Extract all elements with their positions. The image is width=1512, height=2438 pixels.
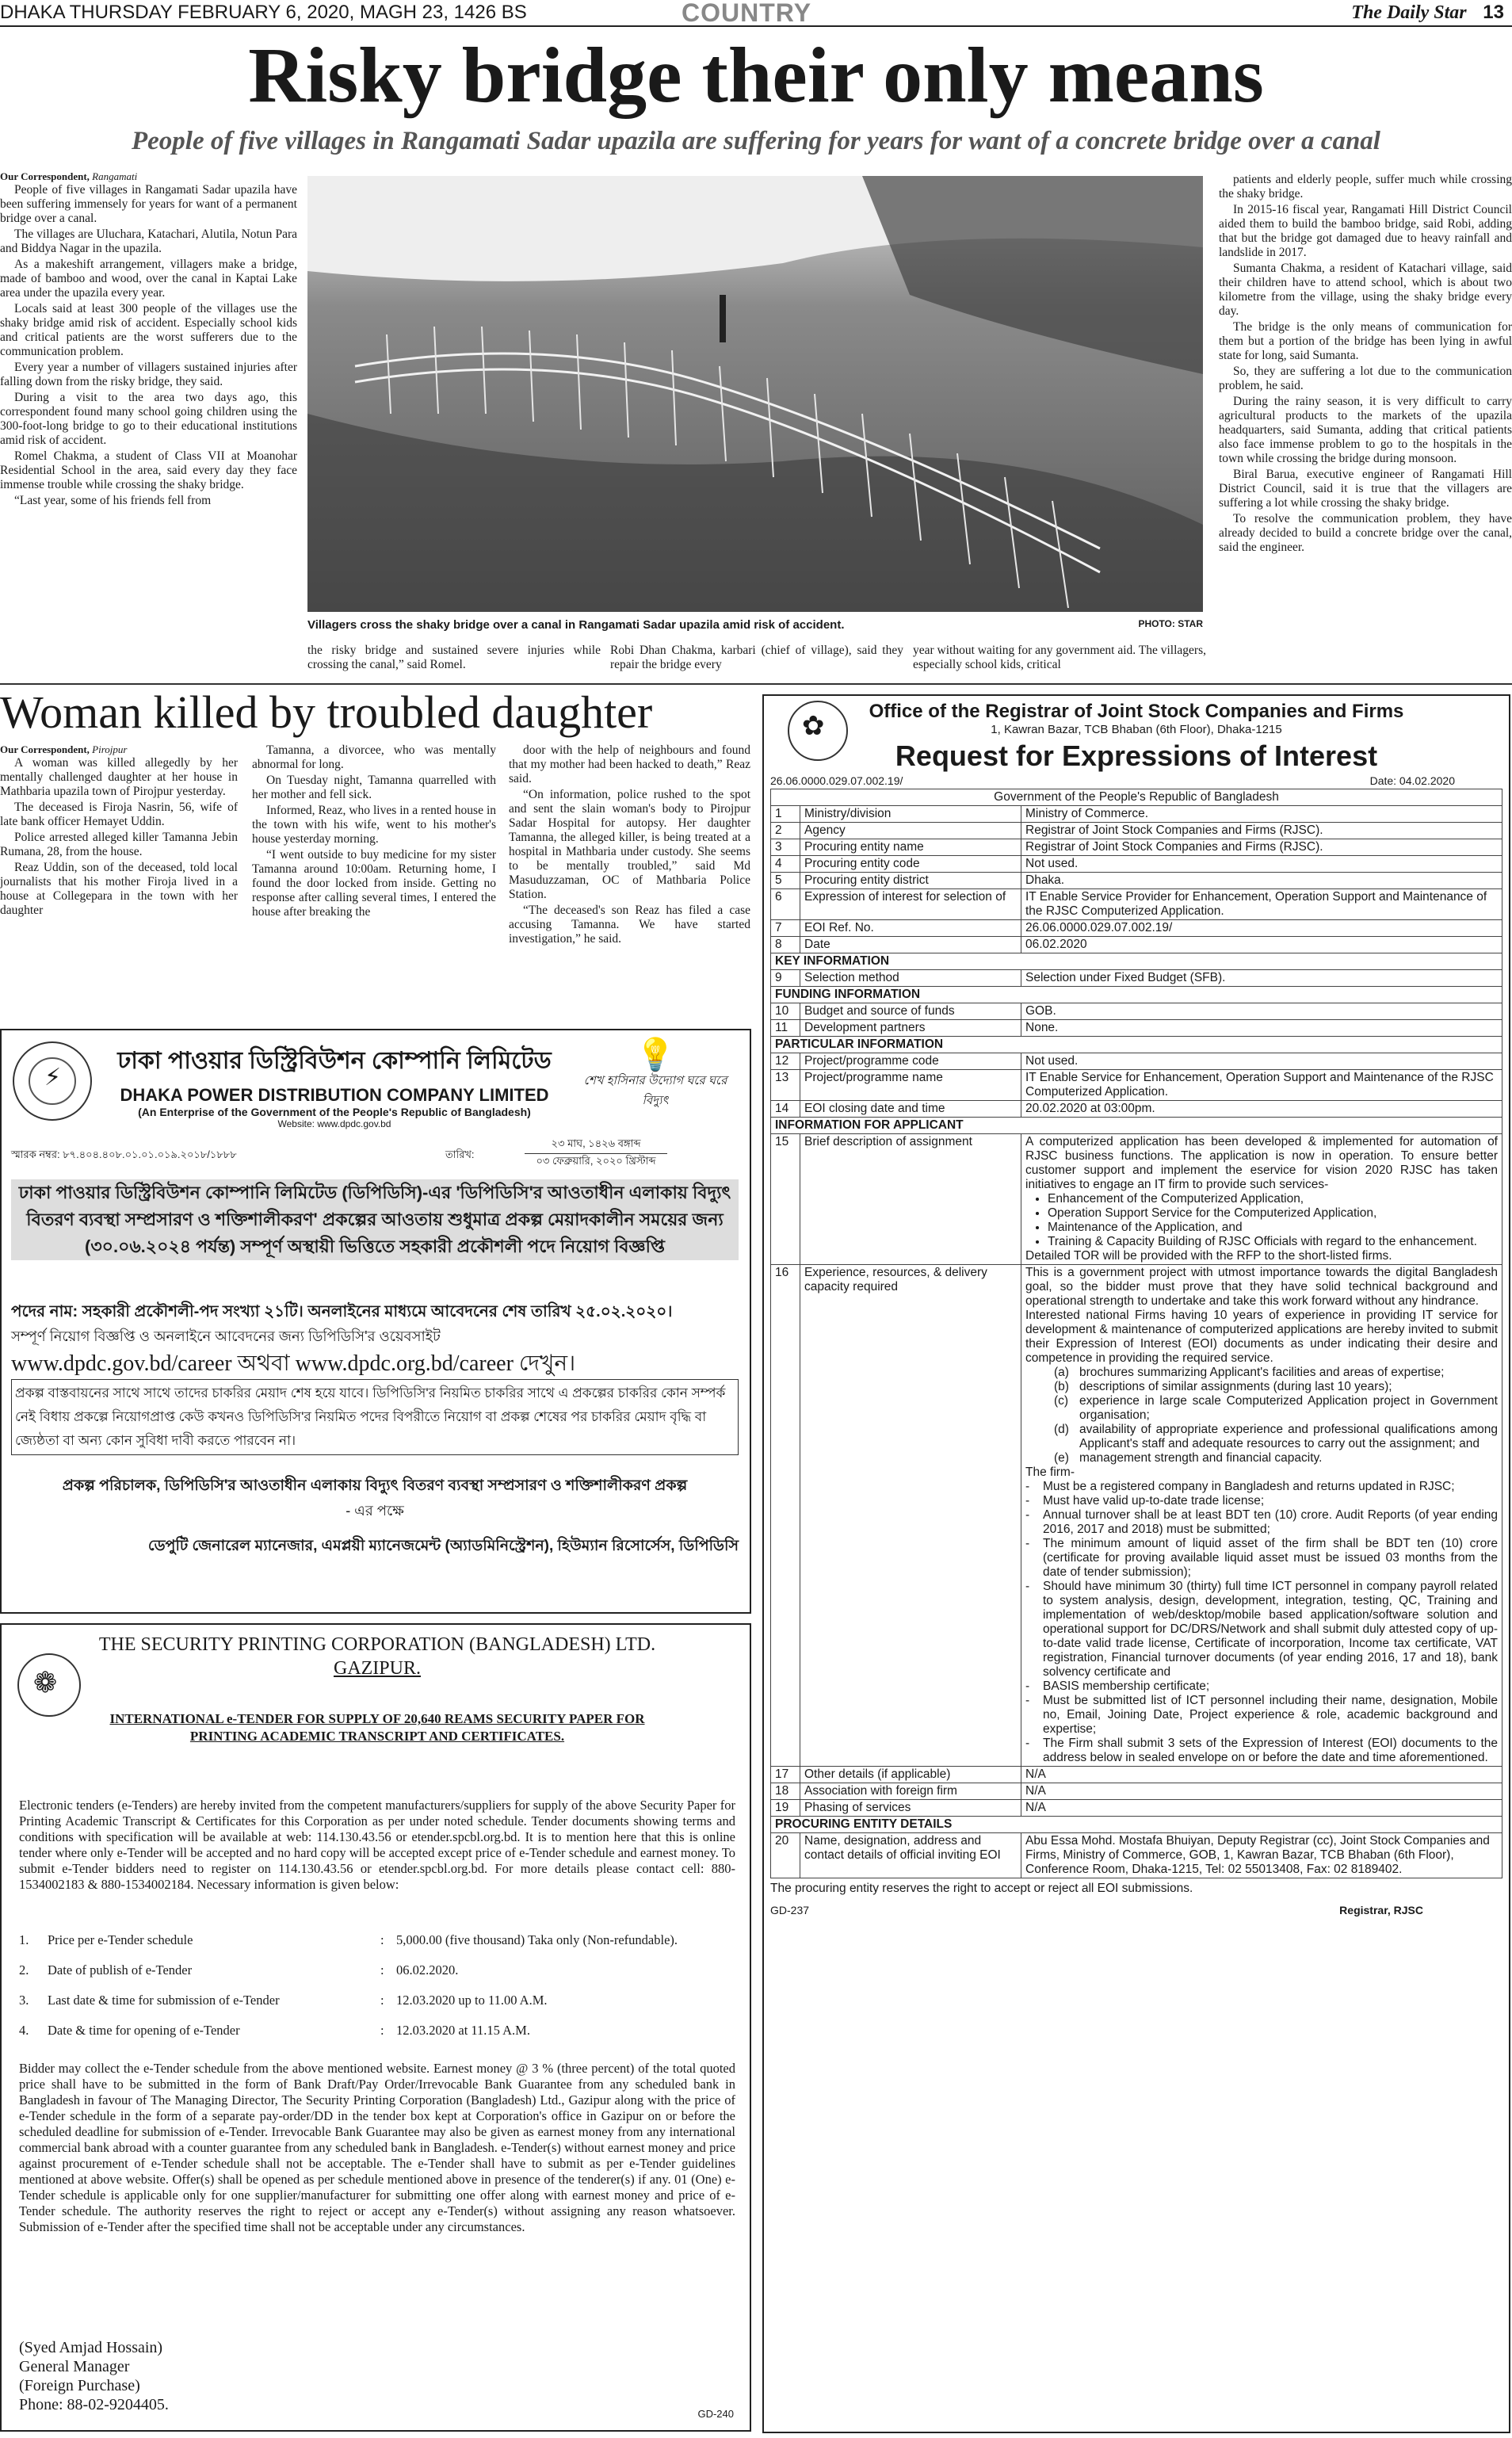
eoi-office: Office of the Registrar of Joint Stock Companies and Firms — [869, 701, 1404, 722]
paragraph: Reaz Uddin, son of the deceased, told local journalists that his mother Firoja lived in a house at Collegepara in the town with her daughter — [0, 861, 238, 917]
list-marker: (a) — [1054, 1366, 1069, 1379]
item-num: 2. — [19, 1962, 29, 1978]
dpdc-note: প্রকল্প বাস্তবায়নের সাথে সাথে তাদের চাকরির মেয়াদ শেষ হয়ে যাবে। ডিপিডিসি'র নিয়মিত চাকরির সাথে এ প্রকল্পের চাকরির কোন সম্পর্ক নেই বিধায় প্রকল্পে নিয়োগপ্রাপ্ত কেউ কখনও ডিপিডিসি'র নিয়মিত পদের বিপরীতে নিয়োগ বা প্রকল্প শেষের পর চাকরির মেয়াদ বৃদ্ধি বা জ্যেষ্ঠতা বা অন্য কোন সুবিধা দাবী করতে পারবেন না। — [11, 1379, 739, 1455]
eoi-table — [770, 789, 1502, 1878]
row-value: N/A — [1021, 1800, 1502, 1817]
row-number: 6 — [771, 889, 800, 920]
photo-caption: Villagers cross the shaky bridge over a canal in Rangamati Sadar upazila amid risk of accident. — [307, 618, 845, 632]
row-key: Ministry/division — [800, 806, 1021, 823]
spcb-item: 4. Date & time for opening of e-Tender : 12.03.2020 at 11.15 A.M. — [19, 2023, 530, 2038]
eoi-gov: Government of the People's Republic of Bangladesh — [771, 789, 1502, 806]
paragraph: door with the help of neighbours and found that my mother had been hacked to death,” Reaz said. — [509, 743, 750, 785]
paragraph: Police arrested alleged killer Tamanna Jebin Rumana, 28, from the house. — [0, 831, 238, 858]
item-value: 12.03.2020 up to 11.00 A.M. — [396, 1993, 548, 2008]
spcb-sig-dept: (Foreign Purchase) — [19, 2377, 140, 2394]
section-title: PROCURING ENTITY DETAILS — [771, 1817, 1502, 1833]
paragraph: patients and elderly people, suffer much while crossing the shaky bridge. — [1219, 173, 1512, 201]
list-item — [1025, 1423, 1498, 1451]
row-key: Budget and source of funds — [800, 1003, 1021, 1020]
dash-item: - The minimum amount of liquid asset of the firm shall be BDT ten (10) crore (certificate for proving available liquid asset must be issued 03 months from the date of tender submission); — [1025, 1537, 1498, 1579]
dash-item: - BASIS membership certificate; — [1025, 1679, 1210, 1693]
campaign-logo-text: শেখ হাসিনার উদ্যোগ ঘরে ঘরে বিদ্যুৎ — [583, 1074, 727, 1107]
story2-col1-text — [0, 756, 238, 918]
story2-col3-text — [509, 743, 750, 946]
row-number: 9 — [771, 970, 800, 987]
row-value: None. — [1021, 1020, 1502, 1037]
row-number: 1 — [771, 806, 800, 823]
row-number: 10 — [771, 1003, 800, 1020]
dash-item: - Must be submitted list of ICT personnel including their name, designation, Mobile no, Email, Joining Date, Project experience & role, academic background and expertise; — [1025, 1694, 1498, 1736]
bullet-item: • Maintenance of the Application, and — [1048, 1221, 1498, 1235]
spcb-sig-name: (Syed Amjad Hossain) — [19, 2339, 163, 2356]
emblem-icon: ✿ — [802, 711, 825, 741]
row-key: Other details (if applicable) — [800, 1767, 1021, 1783]
row15-intro: A computerized application has been developed & implemented for automation of RJSC business functions. The application is now in operation. To ensure better customer support and implement the eservice for vision 2020 RJSC has taken initiatives to engage an IT firm to provide such services- — [1025, 1135, 1498, 1191]
row15-bullets — [1025, 1192, 1498, 1249]
paper-name: The Daily Star — [1351, 2, 1467, 23]
paragraph: The bridge is the only means of communication for them but a portion of the bridge has been lying in awful state for long, said Sumanta. — [1219, 320, 1512, 362]
eoi-section-header — [771, 987, 1502, 1003]
row-key: Name, designation, address and contact details of official inviting EOI — [800, 1833, 1021, 1878]
spcb-item: 3. Last date & time for submission of e-Tender : 12.03.2020 up to 11.00 A.M. — [19, 1993, 548, 2008]
byline-role: Our Correspondent — [0, 170, 87, 182]
spcb-signature — [19, 2338, 336, 2414]
eoi-row — [771, 1783, 1502, 1800]
paragraph: To resolve the communication problem, they have already decided to build a concrete bridge over the canal, said the engineer. — [1219, 512, 1512, 554]
paragraph: “I went outside to buy medicine for my sister Tamanna around 10:00am. Returning home, I found the door locked from inside. Getting no response after calling several times, I entered the house after breaking the — [252, 848, 496, 919]
dash-item: - Should have minimum 30 (thirty) full time ICT personnel in company payroll related to system analysis, design, development, integration, testing, QC, Training and implementation of web/desktop/mobile based application/software solution and operational support for DC/DRS/Network and shall submit duly attested copy of up-to-date valid trade license, Certificate of incorporation, Income tax certificate, VAT registration, Financial turnover documents (of year ending 2016, 17 and 18), bank solvency certificate and — [1025, 1580, 1498, 1679]
eoi-row — [771, 920, 1502, 937]
story2-byline: Our Correspondent, Pirojpur — [0, 743, 128, 755]
paragraph: Sumanta Chakma, a resident of Katachari village, said their children have to attend school, which is about two kilometre from the village, using the shaky bridge every day. — [1219, 262, 1512, 318]
row-number: 5 — [771, 873, 800, 889]
eoi-address: 1, Kawran Bazar, TCB Bhaban (6th Floor), Dhaka-1215 — [991, 723, 1282, 736]
spcb-intro: Electronic tenders (e-Tenders) are hereby invited from the competent manufacturers/suppliers for supply of the above Security Paper for Printing Academic Transcript & Certificates for this Corporation as per under noted schedule. Tender documents showing terms and conditions with specification will be available at web: 114.130.43.56 or etender.spcbl.org.bd. It is to mention here that this is online tender where only e-Tender will be accepted and no hard copy will be accepted except price of e-Tender schedule and earnest money. To submit e-Tender bidders need to register on 114.130.43.56 or etender.spcbl.org.bd. For more details please contact cell: 880- 1534002183 & 880-1534002184. Necessary information is given below: — [19, 1798, 735, 1892]
row-number: 18 — [771, 1783, 800, 1800]
list-item — [1025, 1366, 1498, 1380]
eoi-row — [771, 1003, 1502, 1020]
row-value: GOB. — [1021, 1003, 1502, 1020]
row-value: 26.06.0000.029.07.002.19/ — [1021, 920, 1502, 937]
dpdc-date-bn2: ০৩ ফেব্রুয়ারি, ২০২০ খ্রিস্টাব্দ — [536, 1155, 656, 1167]
eoi-section-header — [771, 1037, 1502, 1053]
row-number: 19 — [771, 1800, 800, 1817]
dash-text: Must be a registered company in Bangladesh and returns updated in RJSC; — [1043, 1480, 1455, 1493]
eoi-section-header — [771, 1118, 1502, 1134]
spcb-sig-phone: Phone: 88-02-9204405. — [19, 2396, 169, 2413]
spcb-title: THE SECURITY PRINTING CORPORATION (BANGLADESH) LTD. — [98, 1634, 656, 1655]
item-value: 12.03.2020 at 11.15 A.M. — [396, 2023, 530, 2038]
eoi-row — [771, 1134, 1502, 1265]
eoi-date: Date: 04.02.2020 — [1369, 774, 1455, 787]
dpdc-for: - এর পক্ষে — [346, 1503, 404, 1519]
row-key: Brief description of assignment — [800, 1134, 1021, 1265]
item-num: 1. — [19, 1932, 29, 1947]
dpdc-signer: প্রকল্প পরিচালক, ডিপিডিসি'র আওতাধীন এলাকায় বিদ্যুৎ বিতরণ ব্যবস্থা সম্প্রসারণ ও শক্তিশালীকরণ প্রকল্প — [62, 1477, 688, 1494]
row-value: Abu Essa Mohd. Mostafa Bhuiyan, Deputy Registrar (cc), Joint Stock Companies and Firms, Ministry of Commerce, GOB, 1, Kawran Bazar, TCB Bhaban (6th Floor), Conference Room, Dhaka-1215, Tel: 02 55013408, Fax: 02 8189402. — [1021, 1833, 1502, 1878]
list-item — [1025, 1394, 1498, 1423]
row-key: Project/programme name — [800, 1070, 1021, 1101]
row-key: Date — [800, 937, 1021, 953]
row-value: 20.02.2020 at 03:00pm. — [1021, 1101, 1502, 1118]
paragraph: As a makeshift arrangement, villagers make a bridge, made of bamboo and wood, over the canal in Kaptai Lake area under the upazila every year. — [0, 258, 297, 300]
paragraph: “On information, police rushed to the spot and sent the slain woman's body to Pirojpur Sadar Hospital for autopsy. Her daughter Tamanna, the alleged killer, is being treated at a hospital in Mathbaria under custody. She seems to be mentally troubled,” said Md Masuduzzaman, OC of Mathbaria Police Station. — [509, 788, 750, 901]
section-title: PARTICULAR INFORMATION — [771, 1037, 1502, 1053]
row-number: 2 — [771, 823, 800, 839]
row-key: Experience, resources, & delivery capacity required — [800, 1265, 1021, 1767]
eoi-row — [771, 873, 1502, 889]
story1-byline: Our Correspondent, Rangamati — [0, 170, 138, 182]
section-name: COUNTRY — [682, 0, 812, 27]
row16-firm: The firm- — [1025, 1465, 1075, 1479]
dpdc-footer: ডেপুটি জেনারেল ম্যানেজার, এমপ্লয়ী ম্যানেজমেন্ট (অ্যাডমিনিস্ট্রেশন), হিউম্যান রিসোর্সেস, ডিপিডিসি — [147, 1538, 739, 1554]
list-item — [1025, 1380, 1498, 1394]
story2-col2-text — [252, 743, 496, 919]
story2-col3 — [509, 743, 750, 948]
spcb-tender-title: INTERNATIONAL e-TENDER FOR SUPPLY OF 20,640 REAMS SECURITY PAPER FOR PRINTING ACADEMIC TRANSCRIPT AND CERTIFICATES. — [109, 1711, 645, 1744]
dash-text: The Firm shall submit 3 sets of the Expression of Interest (EOI) documents to the address below in sealed envelope on or before the date and time aforementioned. — [1043, 1737, 1498, 1764]
row-key: Development partners — [800, 1020, 1021, 1037]
bullet-item: • Enhancement of the Computerized Application, — [1048, 1192, 1498, 1206]
row-number: 17 — [771, 1767, 800, 1783]
eoi-section-header — [771, 1817, 1502, 1833]
story1-under-a: the risky bridge and sustained severe injuries while crossing the canal,” said Romel. — [307, 644, 601, 671]
row-key: Phasing of services — [800, 1800, 1021, 1817]
section-title: INFORMATION FOR APPLICANT — [771, 1118, 1502, 1134]
row16-p2: Interested national Firms having 10 years of experience in providing IT service for development & maintenance of computerized applications are hereby invited to submit their Expression of Interest (EOI) documents as under indicating their desire and competence in providing the required service. — [1025, 1309, 1498, 1365]
story1-col1 — [0, 170, 297, 510]
row-number: 13 — [771, 1070, 800, 1101]
paragraph: Tamanna, a divorcee, who was mentally abnormal for long. — [252, 743, 496, 771]
spcb-body: Bidder may collect the e-Tender schedule from the above mentioned website. Earnest money @ 3 % (three percent) of the total quoted price shall have to be submitted in the form of Bank Draft/Pay Order/Irrevocable Bank Guarantee from any scheduled bank in Bangladesh in favour of The Managing Director, The Security Printing Corporation (Bangladesh) Ltd., Gazipur along with the price of e-Tender schedule in the form of a separate pay-order/DD in the tender box kept at Corporation's office in Gazipur on or before the scheduled deadline for submission of e-Tender. Irrevocable Bank Guarantee may also be given as earnest money from any international commercial bank abroad with a counter guarantee from any scheduled bank in Bangladesh. e-Tender(s) without earnest money and price against procurement of e-Tender schedule shall not be acceptable. The e-Tender shall have to submit as per e-Tender guidelines mentioned at above website. Offer(s) shall be opened as per schedule mentioned above in presence of the tenderer(s) if any. 01 (One) e-Tender schedule is applicable only for one supplier/manufacturer for submitting one offer along with earnest money and price of e-Tender schedule. The authority reserves the right to reject or accept any e-Tender(s) without assigning any reason whatsoever. Submission of e-Tender after the specified time shall not be acceptable under any circumstances. — [19, 2061, 735, 2234]
eoi-row — [771, 1070, 1502, 1101]
row-key: Agency — [800, 823, 1021, 839]
row-key: Procuring entity name — [800, 839, 1021, 856]
list-text: experience in large scale Computerized Application project in Government organisation; — [1079, 1394, 1498, 1422]
page-number: 13 — [1483, 2, 1504, 23]
row-value: Dhaka. — [1021, 873, 1502, 889]
dpdc-name-en: DHAKA POWER DISTRIBUTION COMPANY LIMITED — [120, 1085, 549, 1105]
paragraph: Romel Chakma, a student of Class VII at Moanohar Residential School in the area, said every day they face immense trouble while crossing the shaky bridge. — [0, 449, 297, 491]
byline-role: Our Correspondent — [0, 743, 87, 755]
story1-col1-text — [0, 183, 297, 508]
item-value: 06.02.2020. — [396, 1962, 459, 1978]
eoi-row — [771, 937, 1502, 953]
row-value: N/A — [1021, 1767, 1502, 1783]
row-key: EOI closing date and time — [800, 1101, 1021, 1118]
item-label: Date & time for opening of e-Tender — [48, 2023, 240, 2038]
row-value: Registrar of Joint Stock Companies and Firms (RJSC). — [1021, 823, 1502, 839]
dash-text: Must have valid up-to-date trade license; — [1043, 1494, 1265, 1508]
paragraph: “Last year, some of his friends fell from — [14, 494, 212, 507]
eoi-row — [771, 970, 1502, 987]
row-value: Not used. — [1021, 1053, 1502, 1070]
dash-item: - Annual turnover shall be at least BDT ten (10) crore. Audit Reports (of year ending 2016, 2017 and 2018) must be submitted; — [1025, 1508, 1498, 1536]
paragraph: Informed, Reaz, who lives in a rented house in the town with his wife, went to his mother's house yesterday morning. — [252, 804, 496, 846]
dpdc-title: ঢাকা পাওয়ার ডিস্ট্রিবিউশন কোম্পানি লিমিটেড (ডিপিডিসি)-এর 'ডিপিডিসি'র আওতাধীন এলাকায় বিদ্যুৎ বিতরণ ব্যবস্থা সম্প্রসারণ ও শক্তিশালীকরণ' প্রকল্পের আওতায় শুধুমাত্র প্রকল্প মেয়াদকালীন সময়ের জন্য (৩০.০৬.২০২৪ পর্যন্ত) সম্পূর্ণ অস্থায়ী ভিত্তিতে সহকারী প্রকৌশলী পদে নিয়োগ বিজ্ঞপ্তি — [11, 1179, 739, 1260]
govt-emblem — [788, 701, 848, 761]
dash-item: - Must be a registered company in Bangladesh and returns updated in RJSC; — [1025, 1480, 1455, 1493]
list-text: availability of appropriate experience and professional qualifications among Applicant's staff and adequate resources to carry out the assignment; and — [1079, 1423, 1498, 1450]
dpdc-date-bn1: ২৩ মাঘ, ১৪২৬ বঙ্গাব্দ — [525, 1137, 667, 1154]
row-key: Selection method — [800, 970, 1021, 987]
dash-item: - The Firm shall submit 3 sets of the Expression of Interest (EOI) documents to the address below in sealed envelope on or before the date and time aforementioned. — [1025, 1737, 1498, 1764]
row-value: 06.02.2020 — [1021, 937, 1502, 953]
eoi-row — [771, 1020, 1502, 1037]
paragraph: In 2015-16 fiscal year, Rangamati Hill District Council aided them to build the bamboo bridge, said Robi, adding that but the bridge got damaged due to heavy rainfall and landslide in 2017. — [1219, 203, 1512, 259]
eoi-row — [771, 889, 1502, 920]
eoi-title: Request for Expressions of Interest — [895, 739, 1378, 772]
row-value: IT Enable Service Provider for Enhancement, Operation Support and Maintenance of the RJSC Computerized Application. — [1021, 889, 1502, 920]
item-value: 5,000.00 (five thousand) Taka only (Non-refundable). — [396, 1932, 678, 1947]
row-value: Not used. — [1021, 856, 1502, 873]
photo-caption-row — [307, 618, 1203, 632]
dpdc-date-label: তারিখ: — [445, 1148, 475, 1160]
masthead — [0, 0, 1512, 27]
list-marker: (d) — [1054, 1423, 1069, 1436]
bullet-item: • Operation Support Service for the Computerized Application, — [1048, 1206, 1498, 1221]
row-key: Procuring entity district — [800, 873, 1021, 889]
dash-text: The minimum amount of liquid asset of the firm shall be BDT ten (10) crore (certificate for proving available liquid asset must be issued 03 months from the date of tender submission); — [1043, 1537, 1498, 1579]
row-value: Selection under Fixed Budget (SFB). — [1021, 970, 1502, 987]
row-value: IT Enable Service for Enhancement, Operation Support and Maintenance of the RJSC Computerized Application. — [1021, 1070, 1502, 1101]
eoi-row — [771, 1800, 1502, 1817]
item-label: Last date & time for submission of e-Tender — [48, 1993, 280, 2008]
eoi-ad — [762, 694, 1510, 2433]
dash-text: BASIS membership certificate; — [1043, 1679, 1210, 1693]
paragraph: The villages are Uluchara, Katachari, Alutila, Notun Para and Biddya Nagar in the upazila. — [0, 227, 297, 255]
crest-icon: ❁ — [33, 1667, 58, 1699]
paragraph: People of five villages in Rangamati Sadar upazila have been suffering immensely for years for want of a permanent bridge over a canal. — [0, 183, 297, 225]
row-key: EOI Ref. No. — [800, 920, 1021, 937]
eoi-ref: 26.06.0000.029.07.002.19/ — [770, 774, 903, 787]
dpdc-website: Website: www.dpdc.gov.bd — [277, 1118, 391, 1129]
row-number: 4 — [771, 856, 800, 873]
row-number: 16 — [771, 1265, 800, 1767]
dpdc-header — [97, 1041, 572, 1129]
spcb-item: 2. Date of publish of e-Tender : 06.02.2020. — [19, 1962, 459, 1978]
eoi-sign-row — [770, 1904, 1502, 1920]
row-value: Ministry of Commerce. — [1021, 806, 1502, 823]
story2-headline: Woman killed by troubled daughter — [0, 686, 653, 738]
row-key: Association with foreign firm — [800, 1783, 1021, 1800]
row-number: 7 — [771, 920, 800, 937]
row-number: 14 — [771, 1101, 800, 1118]
byline-place: Pirojpur — [92, 743, 128, 755]
dpdc-details: সম্পূর্ণ নিয়োগ বিজ্ঞপ্তি ও অনলাইনে আবেদনের জন্য ডিপিডিসি'র ওয়েবসাইট — [11, 1328, 441, 1344]
eoi-sign: Registrar, RJSC — [1339, 1904, 1423, 1916]
eoi-row — [771, 806, 1502, 823]
story1-under-c: year without waiting for any government aid. The villagers, especially school kids, critical — [913, 644, 1206, 671]
campaign-logo — [580, 1038, 731, 1114]
dash-item: - Must have valid up-to-date trade license; — [1025, 1494, 1265, 1508]
section-title: FUNDING INFORMATION — [771, 987, 1502, 1003]
bridge-photo — [307, 176, 1203, 612]
row-key: Procuring entity code — [800, 856, 1021, 873]
eoi-row — [771, 823, 1502, 839]
item-label: Date of publish of e-Tender — [48, 1962, 193, 1978]
spcb-item: 1. Price per e-Tender schedule : 5,000.00 (five thousand) Taka only (Non-refundable). — [19, 1932, 678, 1947]
bulb-icon: 💡 — [636, 1037, 675, 1072]
list-text: descriptions of similar assignments (during last 10 years); — [1079, 1380, 1392, 1393]
list-marker: (c) — [1054, 1394, 1069, 1408]
list-marker: (e) — [1054, 1451, 1069, 1465]
eoi-ref-row — [770, 774, 1502, 789]
row-number: 8 — [771, 937, 800, 953]
paragraph: The deceased is Firoja Nasrin, 56, wife of late bank officer Hemayet Uddin. — [0, 801, 238, 828]
section-title: KEY INFORMATION — [771, 953, 1502, 970]
dpdc-logo — [13, 1041, 92, 1121]
row16-p1: This is a government project with utmost importance towards the digital Bangladesh goal, so the bidder must prove that they have solid technical background and operational strength to undertake and take this work forward without any hindrance. — [1025, 1266, 1498, 1308]
eoi-row — [771, 1101, 1502, 1118]
bolt-icon: ⚡ — [44, 1064, 62, 1091]
list-marker: (b) — [1054, 1380, 1069, 1393]
paragraph: Locals said at least 300 people of the villages use the shaky bridge amid risk of accident. Especially school kids and critical patients are the worst sufferers due to the communication problem. — [0, 302, 297, 358]
item-num: 3. — [19, 1993, 29, 2008]
row-key: Project/programme code — [800, 1053, 1021, 1070]
byline-place: Rangamati — [92, 170, 138, 182]
paragraph: During a visit to the area two days ago, this correspondent found many school going children using the 300-foot-long bridge to go to their educational institutions amid risk of accident. — [0, 391, 297, 447]
row-number: 11 — [771, 1020, 800, 1037]
eoi-row — [771, 1767, 1502, 1783]
story2-col1 — [0, 743, 238, 919]
story1-subhead: People of five villages in Rangamati Sadar upazila are suffering for years for want of a concrete bridge over a canal — [132, 127, 1380, 155]
spcb-location: GAZIPUR. — [333, 1658, 421, 1679]
story2-col2 — [252, 743, 496, 921]
paragraph: So, they are suffering a lot due to the communication problem, he said. — [1219, 365, 1512, 392]
row-number: 12 — [771, 1053, 800, 1070]
paragraph: On Tuesday night, Tamanna quarrelled with her mother and fell sick. — [252, 774, 496, 801]
eoi-row — [771, 856, 1502, 873]
story1-headline: Risky bridge their only means — [248, 31, 1264, 119]
paragraph: Biral Barua, executive engineer of Rangamati Hill District Council, said it is true that the villagers are suffering a lot while crossing the shaky bridge. — [1219, 468, 1512, 510]
dpdc-ad — [0, 1029, 751, 1614]
row-number: 3 — [771, 839, 800, 856]
photo-credit: PHOTO: STAR — [1138, 618, 1203, 629]
dpdc-name-bn: ঢাকা পাওয়ার ডিস্ট্রিবিউশন কোম্পানি লিমিটেড — [117, 1048, 552, 1074]
dash-text: Should have minimum 30 (thirty) full time ICT personnel in company payroll related to system analysis, design, development, integration, testing, QC, Training and implementation of web/desktop/mobile based application/software solution and operational support for DC/DRS/Network and shall submit duly attested copy of up-to-date valid trade license, Certificate of incorporation, Income tax certificate, VAT registration, Financial turnover documents (of year ending 2016, 17 and 18), bank solvency certificate and — [1043, 1580, 1498, 1679]
date-line: DHAKA THURSDAY FEBRUARY 6, 2020, MAGH 23, 1426 BS — [0, 2, 527, 23]
section-divider — [0, 683, 1512, 685]
story1-under-b: Robi Dhan Chakma, karbari (chief of village), said they repair the bridge every — [610, 644, 903, 671]
eoi-row — [771, 839, 1502, 856]
paragraph: A woman was killed allegedly by her mentally challenged daughter at her house in Mathbaria upazila town of Pirojpur yesterday. — [0, 756, 238, 798]
spcb-code: GD-240 — [697, 2408, 734, 2420]
dpdc-tagline: (An Enterprise of the Government of the People's Republic of Bangladesh) — [138, 1106, 531, 1118]
row-value: N/A — [1021, 1783, 1502, 1800]
eoi-row — [771, 1053, 1502, 1070]
eoi-row — [771, 1265, 1502, 1767]
eoi-row — [771, 1833, 1502, 1878]
paragraph: “The deceased's son Reaz has filed a case accusing Tamanna. We have started investigation,” he said. — [509, 904, 750, 946]
eoi-section-header — [771, 953, 1502, 970]
dash-text: Annual turnover shall be at least BDT ten (10) crore. Audit Reports (of year ending 2016, 2017 and 2018) must be submitted; — [1043, 1508, 1498, 1536]
spcb-sig-title: General Manager — [19, 2358, 130, 2375]
paragraph: During the rainy season, it is very difficult to carry agricultural products to the markets of the upazila headquarters, said Sumanta, adding that critical patients also face immense problem to go to the hospitals in the town while crossing the bridge during monsoon. — [1219, 395, 1512, 465]
row15-outro: Detailed TOR will be provided with the RFP to the short-listed firms. — [1025, 1249, 1392, 1263]
row-number: 15 — [771, 1134, 800, 1265]
paragraph: Every year a number of villagers sustained injuries after falling down from the risky bridge, they said. — [0, 361, 297, 388]
list-text: management strength and financial capacity. — [1079, 1451, 1323, 1465]
story1-col4-text — [1219, 173, 1512, 555]
dpdc-site-line: www.dpdc.gov.bd/career অথবা www.dpdc.org.bd/career দেখুন। — [11, 1351, 576, 1376]
dpdc-date — [525, 1137, 667, 1171]
spcb-ad — [0, 1623, 751, 2432]
bridge-image — [307, 176, 1203, 612]
eoi-code: GD-237 — [770, 1904, 810, 1916]
eoi-footer: The procuring entity reserves the right to accept or reject all EOI submissions. — [770, 1882, 1193, 1895]
row-key: Expression of interest for selection of — [800, 889, 1021, 920]
list-text: brochures summarizing Applicant's facilities and areas of expertise; — [1079, 1366, 1445, 1379]
list-item — [1025, 1451, 1498, 1465]
dpdc-memo: স্মারক নম্বর: ৮৭.৪০৪.৪০৮.০১.০১.০১৯.২০১৮/১৮৮৮ — [11, 1148, 237, 1160]
spcb-items — [19, 1932, 735, 2053]
row-value: Registrar of Joint Stock Companies and Firms (RJSC). — [1021, 839, 1502, 856]
dash-text: Must be submitted list of ICT personnel including their name, designation, Mobile no, Email, Joining Date, Project experience & role, academic background and expertise; — [1043, 1694, 1498, 1736]
dpdc-post: পদের নাম: সহকারী প্রকৌশলী-পদ সংখ্যা ২১টি। অনলাইনের মাধ্যমে আবেদনের শেষ তারিখ ২৫.০২.২০২০। — [11, 1303, 673, 1320]
item-num: 4. — [19, 2023, 29, 2038]
item-label: Price per e-Tender schedule — [48, 1932, 193, 1947]
bullet-item: • Training & Capacity Building of RJSC Officials with regard to the enhancement. — [1048, 1235, 1498, 1249]
paper-page — [1351, 2, 1504, 24]
row-number: 20 — [771, 1833, 800, 1878]
story1-col4 — [1219, 173, 1512, 556]
